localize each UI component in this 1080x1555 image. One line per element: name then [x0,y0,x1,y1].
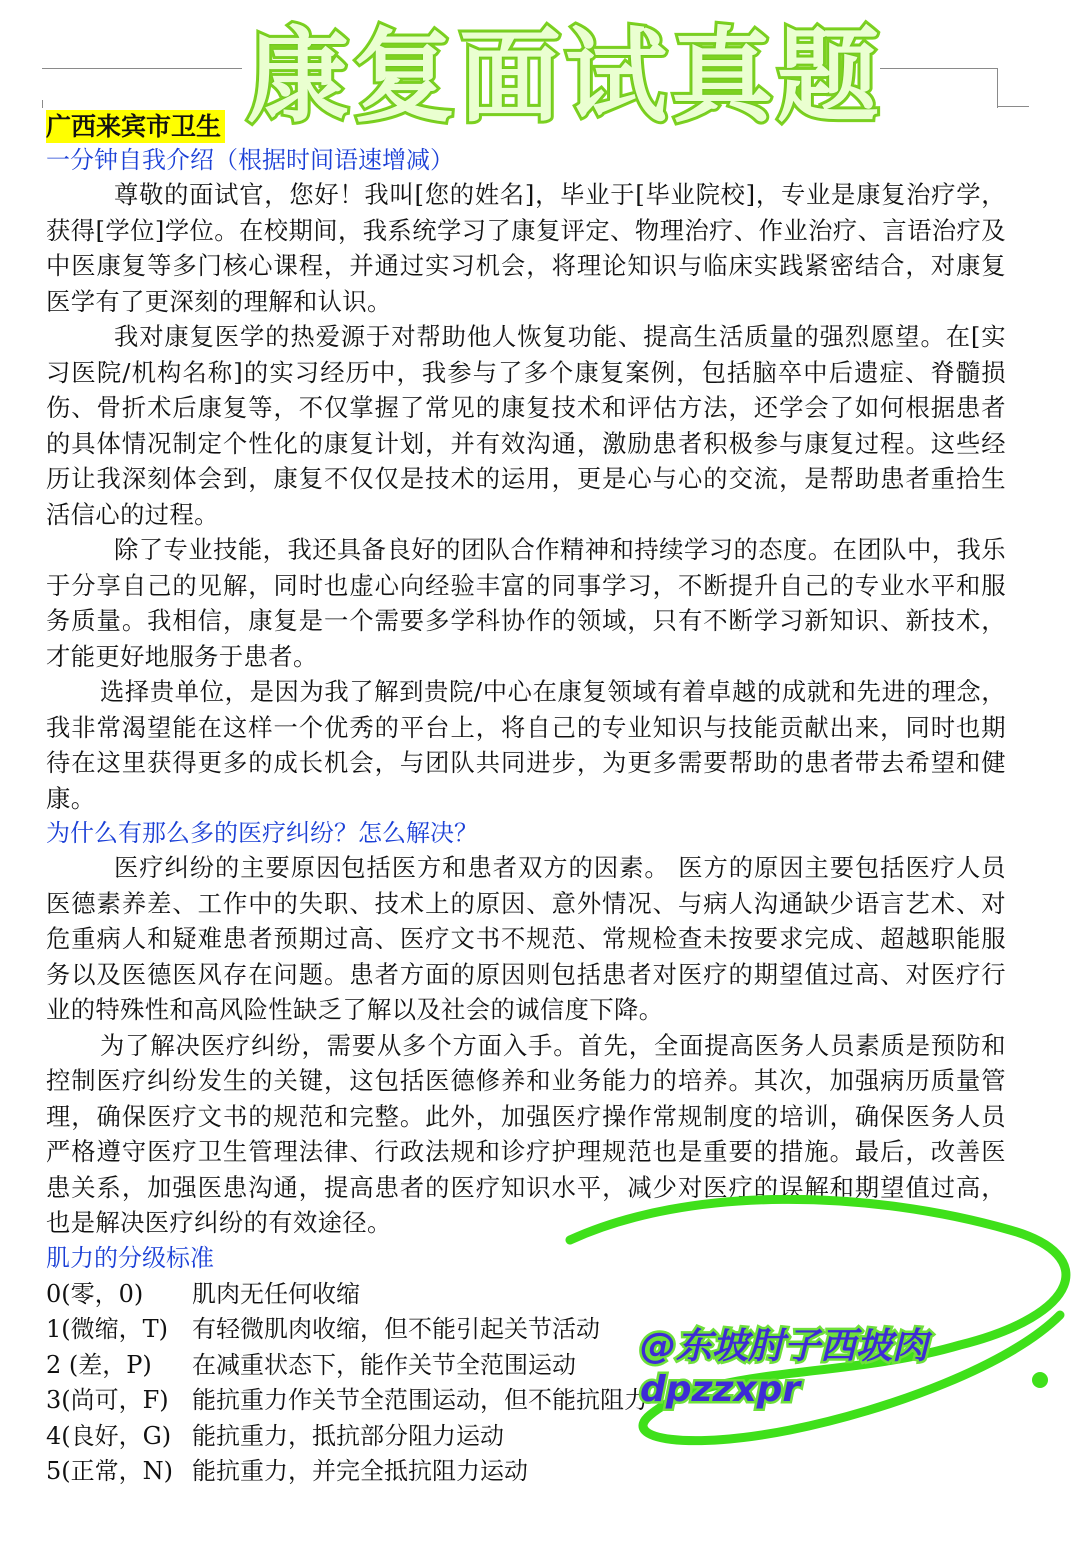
crop-mark [997,106,1029,107]
grade-description: 在减重状态下，能作关节全范围运动 [192,1350,576,1379]
muscle-heading: 肌力的分级标准 [46,1243,214,1272]
grade-description: 有轻微肌肉收缩，但不能引起关节活动 [192,1315,600,1343]
crop-mark [997,68,998,108]
grade-description: 能抗重力作关节全范围运动，但不能抗阻力 [192,1386,648,1414]
crop-mark [880,68,998,69]
crop-mark [42,100,43,108]
grade-label: 0(零，0) [46,1279,144,1308]
grade-label: 2 (差，P) [46,1350,152,1379]
intro-paragraph: 尊敬的面试官，您好！我叫[您的姓名]，毕业于[毕业院校]，专业是康复治疗学，获得[学位]学位。在校期间，我系统学习了康复评定、物理治疗、作业治疗、言语治疗及中医康复等多门核心课程，并通过实习机会，将理论知识与临床实践紧密结合，对康复医学有了更深刻的理解和认识。 [46,180,1006,316]
intro-heading: 一分钟自我介绍（根据时间语速增减） [46,146,454,174]
intro-paragraph: 选择贵单位，是因为我了解到贵院/中心在康复领域有着卓越的成就和先进的理念，我非常渴望能在这样一个优秀的平台上，将自己的专业知识与技能贡献出来，同时也期待在这里获得更多的成长机会，与团队共同进步，为更多需要帮助的患者带去希望和健康。 [46,677,1006,813]
dispute-paragraph: 医疗纠纷的主要原因包括医方和患者双方的因素。 医方的原因主要包括医疗人员医德素养差、工作中的失职、技术上的原因、意外情况、与病人沟通缺少语言艺术、对危重病人和疑难患者预期过高、医疗文书不规范、常规检查未按要求完成、超越职能服务以及医德医风存在问题。患者方面的原因则包括患者对医疗的期望值过高、对医疗行业的特殊性和高风险性缺乏了解以及社会的诚信度下降。 [46,853,1006,1024]
table-row [46,1454,648,1490]
intro-paragraph: 我对康复医学的热爱源于对帮助他人恢复功能、提高生活质量的强烈愿望。在[实习医院/机构名称]的实习经历中，我参与了多个康复案例，包括脑卒中后遗症、脊髓损伤、骨折术后康复等，不仅掌握了常见的康复技术和评估方法，还学会了如何根据患者的具体情况制定个性化的康复计划，并有效沟通，激励患者积极参与康复过程。这些经历让我深刻体会到，康复不仅仅是技术的运用，更是心与心的交流，是帮助患者重拾生活信心的过程。 [46,322,1006,529]
grade-description: 能抗重力，并完全抵抗阻力运动 [192,1457,528,1485]
grade-label: 4(良好，G) [46,1421,172,1450]
dispute-paragraph: 为了解决医疗纠纷，需要从多个方面入手。首先，全面提高医务人员素质是预防和控制医疗纠纷发生的关键，这包括医德修养和业务能力的培养。其次，加强病历质量管理，确保医疗文书的规范和完整。此外，加强医疗操作常规制度的培训，确保医务人员严格遵守医疗卫生管理法律、行政法规和诊疗护理规范也是重要的措施。最后，改善医患关系，加强医患沟通，提高患者的医疗知识水平，减少对医疗的误解和期望值过高，也是解决医疗纠纷的有效途径。 [46,1030,1006,1237]
grade-label: 1(微缩，T) [46,1315,169,1343]
intro-paragraph: 除了专业技能，我还具备良好的团队合作精神和持续学习的态度。在团队中，我乐于分享自己的见解，同时也虚心向经验丰富的同事学习，不断提升自己的专业水平和服务质量。我相信，康复是一个需要多学科协作的领域，只有不断学习新知识、新技术，才能更好地服务于患者。 [46,535,1006,671]
grade-description: 能抗重力，抵抗部分阻力运动 [192,1421,504,1450]
document-title: 广西来宾市卫生 [46,110,225,143]
grade-label: 3(尚可，F) [46,1386,169,1414]
dispute-heading: 为什么有那么多的医疗纠纷？怎么解决？ [46,819,478,847]
grade-label: 5(正常，N) [46,1457,173,1485]
grade-description: 肌肉无任何收缩 [192,1279,360,1308]
overlay-title: 康复面试真题 [247,18,883,137]
crop-mark [42,68,242,69]
watermark: @东坡肘子西坡肉dpzzxpr [640,1326,929,1410]
